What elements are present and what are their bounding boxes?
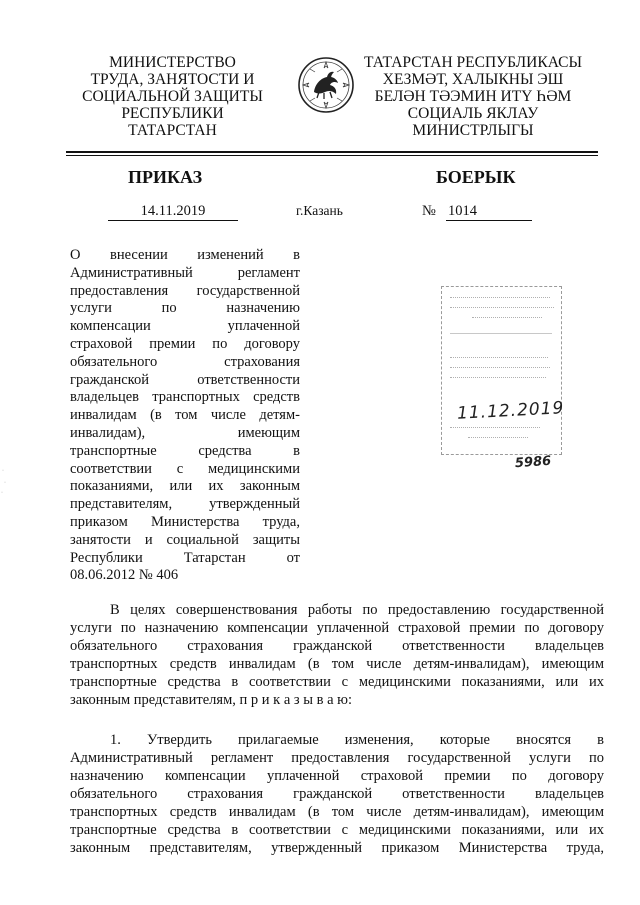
subject-line: занятости и социальной защиты bbox=[70, 531, 300, 548]
paragraph-line: законным представителям, утвержденный приказом Министерства труда, bbox=[70, 840, 604, 856]
paragraph-line: транспортных средств инвалидам (в том числе детям-инвалидам), имеющим bbox=[70, 656, 604, 672]
subject-line: 08.06.2012 № 406 bbox=[70, 567, 179, 584]
subject-line: представителям, утвержденный bbox=[70, 496, 300, 513]
stamp-text-line bbox=[468, 437, 528, 442]
order-city: г.Казань bbox=[296, 203, 343, 218]
header-rule-thin bbox=[66, 155, 598, 156]
header-rule-thick bbox=[66, 151, 598, 153]
ministry-name-ru-line: СОЦИАЛЬНОЙ ЗАЩИТЫ bbox=[82, 88, 263, 105]
order-number-sign: № bbox=[422, 203, 436, 219]
subject-line: услуги по назначению bbox=[70, 300, 300, 317]
stamp-text-line bbox=[450, 357, 548, 362]
stamp-text-line bbox=[472, 317, 542, 322]
ministry-name-ru bbox=[60, 54, 285, 139]
order-item-1 bbox=[70, 731, 604, 857]
stamp-text-line bbox=[450, 307, 554, 312]
paragraph-line: назначению компенсации уплаченной страховой премии по договору bbox=[70, 768, 604, 784]
subject-line: показаниями, или их законным bbox=[70, 478, 300, 495]
scan-speck: · bbox=[2, 468, 4, 474]
subject-line: инвалидам (в том числе детям- bbox=[70, 407, 300, 424]
subject-line: приказом Министерства труда, bbox=[70, 513, 300, 530]
ministry-name-tt-line: МИНИСТРЛЫГЫ bbox=[412, 122, 534, 139]
ministry-name-tt bbox=[362, 54, 584, 139]
subject-line: соответствии с медицинскими bbox=[70, 460, 300, 477]
ministry-name-ru-line: МИНИСТЕРСТВО bbox=[109, 54, 236, 71]
paragraph-line: транспортных средств инвалидам (в том числе детям-инвалидам), имеющим bbox=[70, 804, 604, 820]
paragraph-line: Административный регламент предоставления государственной услуги по bbox=[70, 750, 604, 766]
paragraph-line: 1. Утвердить прилагаемые изменения, которые вносятся в bbox=[110, 732, 604, 748]
tatarstan-emblem-icon bbox=[297, 56, 355, 114]
scan-speck: · bbox=[4, 480, 6, 486]
paragraph-line: обязательного страхования гражданской ответственности владельцев bbox=[70, 786, 604, 802]
paragraph-line: транспортные средства в соответствии с медицинскими показаниями, или их bbox=[70, 822, 604, 838]
stamp-text-line bbox=[450, 297, 550, 302]
ministry-name-ru-line: ТАТАРСТАН bbox=[128, 122, 217, 139]
subject-line: транспортные средства в bbox=[70, 442, 300, 459]
registration-stamp bbox=[441, 286, 562, 455]
ministry-name-tt-line: ХЕЗМӘТ, ХАЛЫКНЫ ЭШ bbox=[382, 71, 564, 88]
order-title-ru: ПРИКАЗ bbox=[128, 167, 203, 187]
stamp-text-line bbox=[450, 427, 540, 432]
subject-line: инвалидам), имеющим bbox=[70, 424, 300, 441]
subject-line: Административный регламент bbox=[70, 264, 300, 281]
order-number: 1014 bbox=[446, 203, 532, 221]
order-title-tt: БОЕРЫК bbox=[436, 167, 516, 187]
preamble-paragraph bbox=[70, 601, 604, 709]
order-subject bbox=[70, 247, 300, 585]
subject-line: гражданской ответственности bbox=[70, 371, 300, 388]
stamp-handwritten-number: 5986 bbox=[514, 453, 552, 472]
paragraph-line: В целях совершенствования работы по предоставлению государственной bbox=[110, 602, 604, 618]
paragraph-line: услуги по назначению компенсации уплаченной страховой премии по договору bbox=[70, 620, 604, 636]
ministry-name-ru-line: РЕСПУБЛИКИ bbox=[121, 105, 224, 122]
subject-line: страховой премии по договору bbox=[70, 335, 300, 352]
paragraph-line: транспортные средства в соответствии с медицинскими показаниями, или их bbox=[70, 674, 604, 690]
stamp-handwritten-date: 11.12.2019 bbox=[456, 398, 565, 424]
subject-line: обязательного страхования bbox=[70, 353, 300, 370]
paragraph-line: законным представителям, п р и к а з ы в а ю: bbox=[70, 692, 352, 708]
order-date: 14.11.2019 bbox=[108, 203, 238, 221]
ministry-name-ru-line: ТРУДА, ЗАНЯТОСТИ И bbox=[90, 71, 255, 88]
stamp-text-line bbox=[450, 377, 546, 382]
subject-line: предоставления государственной bbox=[70, 282, 300, 299]
subject-line: владельцев транспортных средств bbox=[70, 389, 300, 406]
subject-line: О внесении изменений в bbox=[70, 247, 300, 263]
paragraph-line: обязательного страхования гражданской ответственности владельцев bbox=[70, 638, 604, 654]
stamp-text-line bbox=[450, 367, 550, 372]
ministry-name-tt-line: БЕЛӘН ТӘЭМИН ИТҮ ҺӘМ bbox=[374, 88, 572, 105]
subject-line: компенсации уплаченной bbox=[70, 318, 300, 335]
ministry-name-tt-line: ТАТАРСТАН РЕСПУБЛИКАСЫ bbox=[364, 54, 582, 71]
scan-speck: · bbox=[1, 490, 3, 496]
subject-line: Республики Татарстан от bbox=[70, 549, 300, 566]
stamp-divider bbox=[450, 333, 552, 338]
ministry-name-tt-line: СОЦИАЛЬ ЯКЛАУ bbox=[407, 105, 539, 122]
